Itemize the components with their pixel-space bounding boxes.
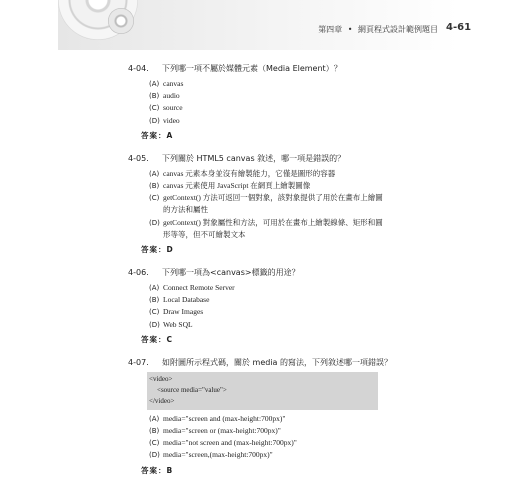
answer-value: C <box>166 334 173 344</box>
option-text: getContext() 對象屬性和方法，可用於在畫布上繪製線條、矩形和圓 <box>163 217 383 227</box>
option-b <box>149 294 428 306</box>
chapter-title: 網頁程式設計範例題目 <box>358 25 438 34</box>
answer-line <box>141 334 428 346</box>
option-label: (A) <box>149 80 160 88</box>
answer-label: 答案： <box>141 245 167 255</box>
question-stem <box>128 357 428 369</box>
question-number: 4-04. <box>128 64 149 73</box>
option-d <box>149 449 428 461</box>
option-label: (D) <box>149 218 160 227</box>
option-d <box>149 217 428 241</box>
running-head-bullet: • <box>347 25 353 34</box>
option-text: canvas 元素使用 JavaScript 在網頁上繪製圖像 <box>163 181 311 191</box>
option-text: Web SQL <box>163 319 193 329</box>
answer-label: 答案： <box>141 334 167 344</box>
option-label: (A) <box>149 414 160 423</box>
question-text: 下列關於 HTML5 canvas 敘述，哪一項是錯誤的？ <box>162 153 346 163</box>
option-text: media="not screen and (max-height:700px)" <box>163 438 297 448</box>
option-c <box>149 192 428 216</box>
answer-value: B <box>166 465 173 475</box>
option-label: (A) <box>149 169 160 178</box>
question-4-06 <box>128 267 428 346</box>
option-text-continuation: 形等等，但不可繪製文本 <box>163 229 246 239</box>
running-head <box>318 24 438 35</box>
option-a <box>149 282 428 294</box>
question-number: 4-05. <box>128 153 149 163</box>
option-text: audio <box>163 91 180 101</box>
answer-label: 答案： <box>141 130 167 140</box>
question-4-04 <box>128 63 428 142</box>
option-b <box>149 425 428 437</box>
option-label: (C) <box>149 194 160 203</box>
option-d <box>149 115 428 127</box>
option-label: (D) <box>149 320 160 329</box>
option-c <box>149 306 428 318</box>
option-list <box>149 413 428 462</box>
question-text: 如附圖所示程式碼，關於 media 的寫法，下列敘述哪一項錯誤？ <box>162 357 393 367</box>
page-number: 4-61 <box>446 22 472 33</box>
question-text: 下列哪一項不屬於媒體元素（Media Element）？ <box>162 64 342 73</box>
option-text: Local Database <box>163 295 210 305</box>
option-text: media="screen and (max-height:700px)" <box>163 413 286 423</box>
option-c <box>149 102 428 114</box>
option-list <box>149 78 428 127</box>
option-text: canvas <box>163 79 184 88</box>
option-text: media="screen or (max-height:700px)" <box>163 426 281 436</box>
question-stem <box>128 63 428 75</box>
question-stem <box>128 267 428 279</box>
option-label: (B) <box>149 92 160 101</box>
option-a <box>149 168 428 180</box>
code-line: <source media="value"> <box>157 385 227 394</box>
option-text: source <box>163 103 183 113</box>
question-4-07 <box>128 357 428 477</box>
code-line: <video> <box>149 374 173 383</box>
code-line: </video> <box>149 396 175 405</box>
answer-line <box>141 130 428 142</box>
option-label: (D) <box>149 116 160 125</box>
question-number: 4-07. <box>128 357 149 367</box>
answer-value: A <box>166 130 173 140</box>
option-text-continuation: 的方法和屬性 <box>163 205 208 215</box>
option-text: getContext() 方法可返回一個對象，該對象提供了用於在畫布上繪圖 <box>163 193 383 203</box>
question-number: 4-06. <box>128 268 149 278</box>
option-label: (B) <box>149 427 160 436</box>
question-list <box>128 63 428 488</box>
option-text: canvas 元素本身並沒有繪製能力，它僅是圖形的容器 <box>163 168 336 178</box>
question-stem <box>128 153 428 165</box>
option-label: (B) <box>149 296 160 305</box>
option-a <box>149 78 428 90</box>
option-b <box>149 90 428 102</box>
option-c <box>149 437 428 449</box>
question-text: 下列哪一項為<canvas>標籤的用途？ <box>162 268 300 278</box>
option-text: video <box>163 115 180 125</box>
option-a <box>149 413 428 425</box>
option-d <box>149 319 428 331</box>
question-4-05 <box>128 153 428 256</box>
answer-value: D <box>166 245 173 255</box>
option-list <box>149 168 428 241</box>
cd-disc-small-icon <box>108 8 134 34</box>
option-label: (B) <box>149 182 160 191</box>
answer-line <box>141 244 428 256</box>
option-label: (C) <box>149 439 160 448</box>
option-label: (D) <box>149 451 160 460</box>
option-label: (A) <box>149 284 160 293</box>
option-label: (C) <box>149 308 160 317</box>
answer-label: 答案： <box>141 465 167 475</box>
option-list <box>149 282 428 331</box>
option-text: Draw Images <box>163 307 204 317</box>
code-snippet <box>147 372 378 410</box>
option-label: (C) <box>149 104 160 113</box>
option-text: Connect Remote Server <box>163 283 235 293</box>
option-text: media="screen,(max-height:700px)" <box>163 450 273 460</box>
answer-line <box>141 465 428 477</box>
chapter-label: 第四章 <box>318 25 343 34</box>
option-b <box>149 180 428 192</box>
